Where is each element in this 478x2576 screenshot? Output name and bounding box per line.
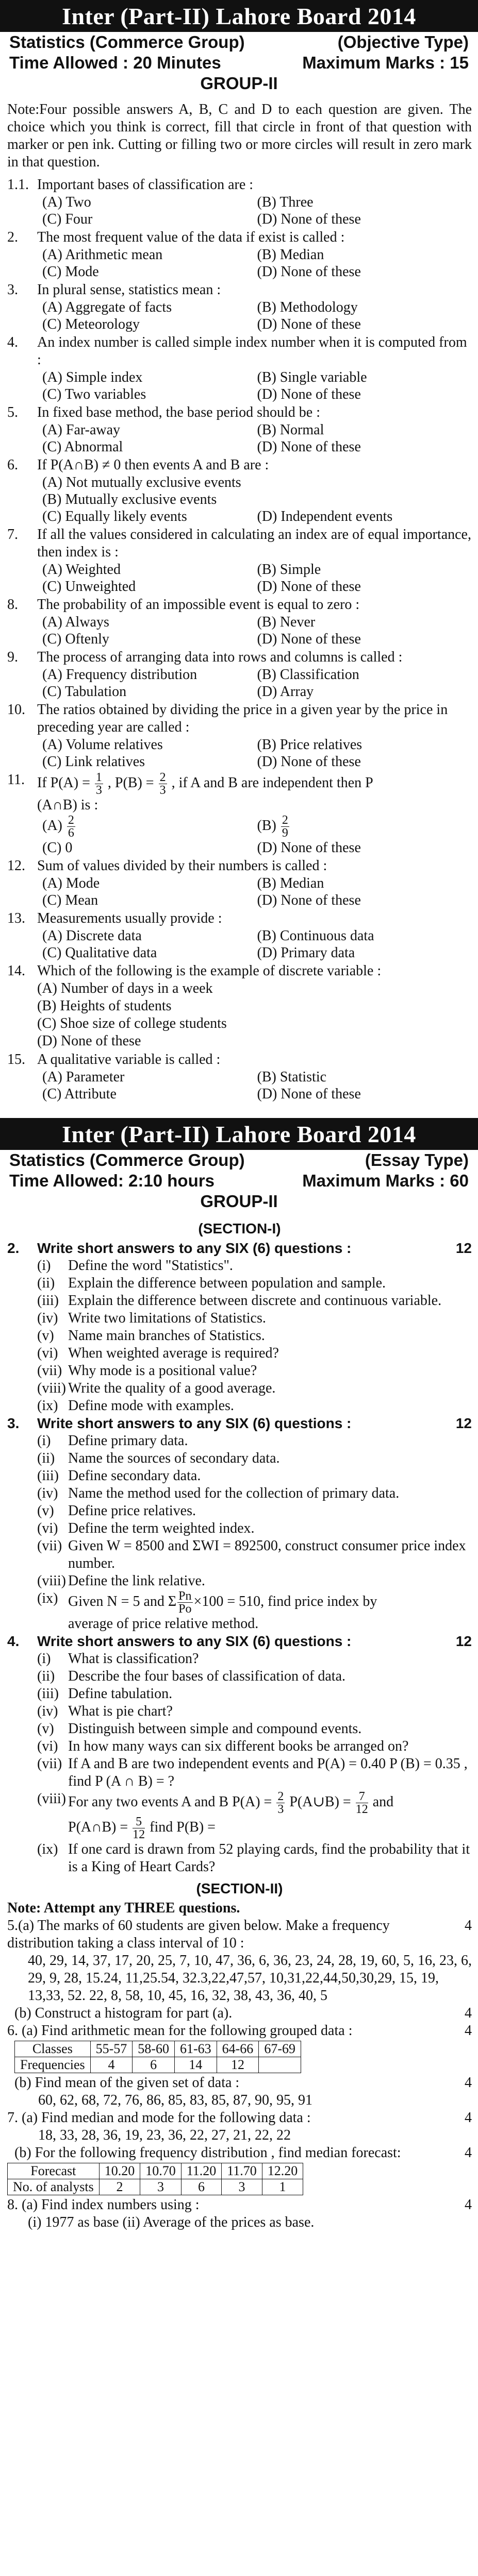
paper2-type: (Essay Type): [365, 1150, 469, 1170]
option: (B) Continuous data: [257, 928, 374, 944]
question-11: 11. If P(A) = $\frac{1}{3}$ , P(B) = $\frac{2}{3}$ , if A and B are independent then P (A∩B) is :: [7, 771, 373, 813]
question-options: [42, 369, 472, 403]
question-options: [42, 421, 472, 455]
sub-question: (viii) Define the link relative.: [37, 1573, 205, 1589]
option: (B) Mutually exclusive events: [42, 492, 217, 507]
section-1-title: (SECTION-I): [198, 1221, 281, 1236]
option: (A) Arithmetic mean: [42, 247, 163, 263]
option: (D) None of these: [257, 892, 361, 908]
sub-question: (iii) Explain the difference between discrete and continuous variable.: [37, 1293, 442, 1309]
question-14: 14. Which of the following is the example of discrete variable : (A) Number of days in a week (B) Heights of students (C) Shoe size of college students (D) None of these: [7, 963, 382, 1049]
question-8a-text: (i) 1977 as base (ii) Average of the prices as base.: [28, 2214, 315, 2230]
option: (B) Three: [257, 194, 314, 210]
option: (C) Meteorology: [42, 316, 140, 332]
question-item: 3. In plural sense, statistics mean :: [7, 282, 221, 298]
fraction: $\frac{2}{3}$: [159, 771, 166, 797]
option: (C) Two variables: [42, 386, 146, 402]
question-7a-data: 18, 33, 28, 36, 19, 23, 36, 22, 27, 21, 22, 22: [38, 2127, 291, 2143]
option: (A) Two: [42, 194, 91, 210]
sub-question: (v) Define price relatives.: [37, 1503, 196, 1519]
sub-question: (v) Distinguish between simple and compound events.: [37, 1721, 362, 1737]
question-item: 12. Sum of values divided by their numbers is called :: [7, 858, 327, 874]
paper2-marks: Maximum Marks : 60: [302, 1171, 469, 1190]
option: (D) None of these: [257, 211, 361, 227]
option: (D) Array: [257, 684, 314, 700]
mcq-list-2: [7, 857, 472, 961]
question-5a-data: 40, 29, 14, 37, 17, 20, 25, 7, 10, 47, 36, 6, 36, 23, 24, 28, 19, 60, 5, 16, 23, 6, 29, 9, 28, 15.24, 11,25.54, 32.3,22,47,57, 10,31,22,44,50,30,29, 15, 19, 13,33, 52. 22, 8, 58, 10, 45, 16, 32, 38, 43, 36, 40, 5: [28, 1953, 472, 2004]
option: (C) Equally likely events: [42, 509, 187, 524]
option: (C) Link relatives: [42, 754, 145, 770]
question-item: 5. In fixed base method, the base period should be :: [7, 404, 320, 420]
question-options: [42, 246, 472, 280]
option: (B) Never: [257, 614, 316, 630]
option: (A) Discrete data: [42, 928, 142, 944]
option: (B) Classification: [257, 667, 359, 683]
option: (B) Median: [257, 875, 324, 891]
question-item: 1.1. Important bases of classification are :: [7, 177, 254, 193]
option: (C) Oftenly: [42, 631, 109, 647]
option: (C) Unweighted: [42, 579, 136, 595]
question-item: 9. The process of arranging data into rows and columns is called :: [7, 649, 403, 665]
question-options: [42, 474, 472, 525]
sub-question: (iv) Name the method used for the collection of primary data.: [37, 1485, 400, 1501]
option: (C) Tabulation: [42, 684, 127, 700]
option: (A) Aggregate of facts: [42, 299, 172, 315]
question-6a: 6. (a) Find arithmetic mean for the following grouped data : 4: [7, 2023, 472, 2039]
sub-question: (vi) When weighted average is required?: [37, 1345, 279, 1361]
option: (A) Always: [42, 614, 109, 630]
question-options: [42, 299, 472, 333]
question-2-items: [7, 1257, 472, 1415]
question-11-options: (A) $\frac{2}{6}$ (B) $\frac{2}{9}$ (C) 0 (D) None of these: [42, 814, 361, 856]
paper1-subject: Statistics (Commerce Group): [9, 32, 245, 52]
question-6b-data: 60, 62, 68, 72, 76, 86, 85, 83, 85, 87, 90, 95, 91: [38, 2092, 312, 2108]
mcq-list-1: [7, 176, 472, 770]
question-3-ix: (ix) Given N = 5 and Σ $\frac{Pn}{Po}$ ×100 = 510, find price index by average of price relative method.: [37, 1589, 377, 1632]
option: (A) Frequency distribution: [42, 667, 197, 683]
paper1-header: [0, 32, 478, 94]
question-5b: (b) Construct a histogram for part (a). 4: [14, 2005, 472, 2021]
question-item: 4. An index number is called simple index number when it is computed from :: [7, 334, 467, 368]
option: (C) Mode: [42, 264, 99, 280]
paper1-time: Time Allowed : 20 Minutes: [9, 53, 221, 72]
question-options: [42, 736, 472, 770]
section-2-note: Note: Attempt any THREE questions.: [7, 1900, 240, 1916]
option: (A) Volume relatives: [42, 737, 163, 753]
question-item: 8. The probability of an impossible event is equal to zero :: [7, 597, 360, 613]
option: (D) None of these: [257, 754, 361, 770]
question-options: [42, 614, 472, 648]
option: (A) Not mutually exclusive events: [42, 474, 241, 490]
question-item: 2. The most frequent value of the data if exist is called :: [7, 229, 345, 245]
question-options: [42, 194, 472, 228]
option: (B) Simple: [257, 562, 321, 578]
option: (D) None of these: [257, 386, 361, 402]
sub-question: (ii) Name the sources of secondary data.: [37, 1450, 280, 1466]
question-4-viii: (viii) For any two events A and B P(A) = $\frac{2}{3}$ P(A∪B) = $\frac{7}{12}$ and P(A∩B) = $\frac{5}{12}$ find P(B) =: [37, 1790, 394, 1841]
sub-question: (i) What is classification?: [37, 1651, 199, 1667]
option: (D) None of these: [257, 316, 361, 332]
question-15-options: (A) Parameter (B) Statistic (C) Attribute (D) None of these: [42, 1069, 361, 1102]
option: [257, 474, 472, 491]
option: (D) None of these: [257, 264, 361, 280]
question-7b-table: Forecast 10.20 10.70 11.20 11.70 12.20 No. of analysts 2 3 6 3 1: [7, 2163, 303, 2195]
sub-question: (i) Define primary data.: [37, 1433, 188, 1449]
option: (A) Far-away: [42, 422, 121, 438]
paper2-subject: Statistics (Commerce Group): [9, 1150, 245, 1170]
question-options: [42, 666, 472, 700]
option: (A) Weighted: [42, 562, 121, 578]
option: (C) Abnormal: [42, 439, 123, 455]
sub-question: (iv) What is pie chart?: [37, 1703, 173, 1719]
paper1-group: GROUP-II: [200, 74, 278, 93]
question-3-head: 3. Write short answers to any SIX (6) questions : 12: [7, 1415, 472, 1431]
option: (B) Normal: [257, 422, 324, 438]
section-2-title: (SECTION-II): [196, 1880, 283, 1896]
paper1-content: [0, 94, 478, 1103]
question-options: [42, 561, 472, 595]
option: (D) None of these: [257, 631, 361, 647]
sub-question: (i) Define the word "Statistics".: [37, 1258, 233, 1274]
option: (D) Independent events: [257, 509, 393, 524]
question-item: 7. If all the values considered in calculating an index are of equal importance, then index is :: [7, 527, 471, 560]
option: (A) Mode: [42, 875, 100, 891]
question-item: 13. Measurements usually provide :: [7, 910, 222, 926]
sub-question: (iii) Define tabulation.: [37, 1686, 173, 1702]
paper2-banner: Inter (Part-II) Lahore Board 2014: [0, 1118, 478, 1150]
question-5a: 5.(a) The marks of 60 students are given below. Make a frequency distribution taking a class interval of 10 : 4: [7, 1918, 472, 1951]
sub-question: (viii) Write the quality of a good average.: [37, 1380, 276, 1396]
sub-question: (ix) Define mode with examples.: [37, 1398, 234, 1414]
option: (B) Price relatives: [257, 737, 362, 753]
option: (D) Primary data: [257, 945, 355, 961]
option: (A) Simple index: [42, 369, 143, 385]
fraction: $\frac{1}{3}$: [95, 771, 102, 797]
option: [257, 491, 472, 508]
question-4-ix: (ix) If one card is drawn from 52 playing cards, find the probability that it is a King of Heart Cards?: [37, 1841, 470, 1875]
sub-question: (vii) Why mode is a positional value?: [37, 1363, 257, 1379]
question-6a-table: Classes 55-57 58-60 61-63 64-66 67-69 Frequencies 4 6 14 12: [14, 2041, 301, 2073]
paper2-header: [0, 1150, 478, 1212]
question-8a: 8. (a) Find index numbers using : 4: [7, 2197, 472, 2213]
option: (C) Mean: [42, 892, 98, 908]
paper1-note: Note:Four possible answers A, B, C and D to each question are given. The choice which you think is correct, fill that circle in front of that question with marker or pen ink. Cutting or filling two or more circles will result in zero mark in that question.: [7, 101, 472, 170]
paper1-banner: Inter (Part-II) Lahore Board 2014: [0, 0, 478, 32]
sub-question: (ii) Describe the four bases of classification of data.: [37, 1668, 346, 1684]
sub-question: (iii) Define secondary data.: [37, 1468, 201, 1484]
question-15: 15. A qualitative variable is called :: [7, 1052, 221, 1067]
option: (D) None of these: [257, 439, 361, 455]
question-4-items: [7, 1650, 472, 1790]
sub-question: (vii) Given W = 8500 and ΣWI = 892500, construct consumer price index number.: [37, 1538, 466, 1571]
question-6b: (b) Find mean of the given set of data : 4: [14, 2075, 472, 2091]
paper1-type: (Objective Type): [337, 32, 469, 52]
paper1-marks: Maximum Marks : 15: [302, 53, 469, 72]
sub-question: (vii) If A and B are two independent events and P(A) = 0.40 P (B) = 0.35 , find P (A ∩ B) = ?: [37, 1756, 468, 1789]
question-options: [42, 875, 472, 909]
question-item: 6. If P(A∩B) ≠ 0 then events A and B are :: [7, 457, 269, 473]
sub-question: (ii) Explain the difference between population and sample.: [37, 1275, 386, 1291]
option: (C) Qualitative data: [42, 945, 157, 961]
question-7b: (b) For the following frequency distribution , find median forecast: 4: [14, 2145, 472, 2161]
paper2-content: [0, 1212, 478, 2231]
option: (B) Methodology: [257, 299, 358, 315]
question-7a: 7. (a) Find median and mode for the following data : 4: [7, 2110, 472, 2126]
question-3-items: [7, 1432, 472, 1590]
sub-question: (vi) In how many ways can six different books be arranged on?: [37, 1738, 409, 1754]
option: (B) Median: [257, 247, 324, 263]
sub-question: (v) Name main branches of Statistics.: [37, 1328, 265, 1344]
sub-question: (iv) Write two limitations of Statistics.: [37, 1310, 266, 1326]
paper2-time: Time Allowed: 2:10 hours: [9, 1171, 215, 1190]
option: (B) Single variable: [257, 369, 367, 385]
option: (C) Four: [42, 211, 93, 227]
question-4-head: 4. Write short answers to any SIX (6) questions : 12: [7, 1633, 472, 1649]
sub-question: (vi) Define the term weighted index.: [37, 1520, 255, 1536]
question-item: 10. The ratios obtained by dividing the price in a given year by the price in preceding year are called :: [7, 702, 448, 735]
option: (D) None of these: [257, 579, 361, 595]
paper2-group: GROUP-II: [200, 1192, 278, 1211]
question-options: [42, 927, 472, 961]
question-2-head: 2. Write short answers to any SIX (6) questions : 12: [7, 1240, 472, 1256]
